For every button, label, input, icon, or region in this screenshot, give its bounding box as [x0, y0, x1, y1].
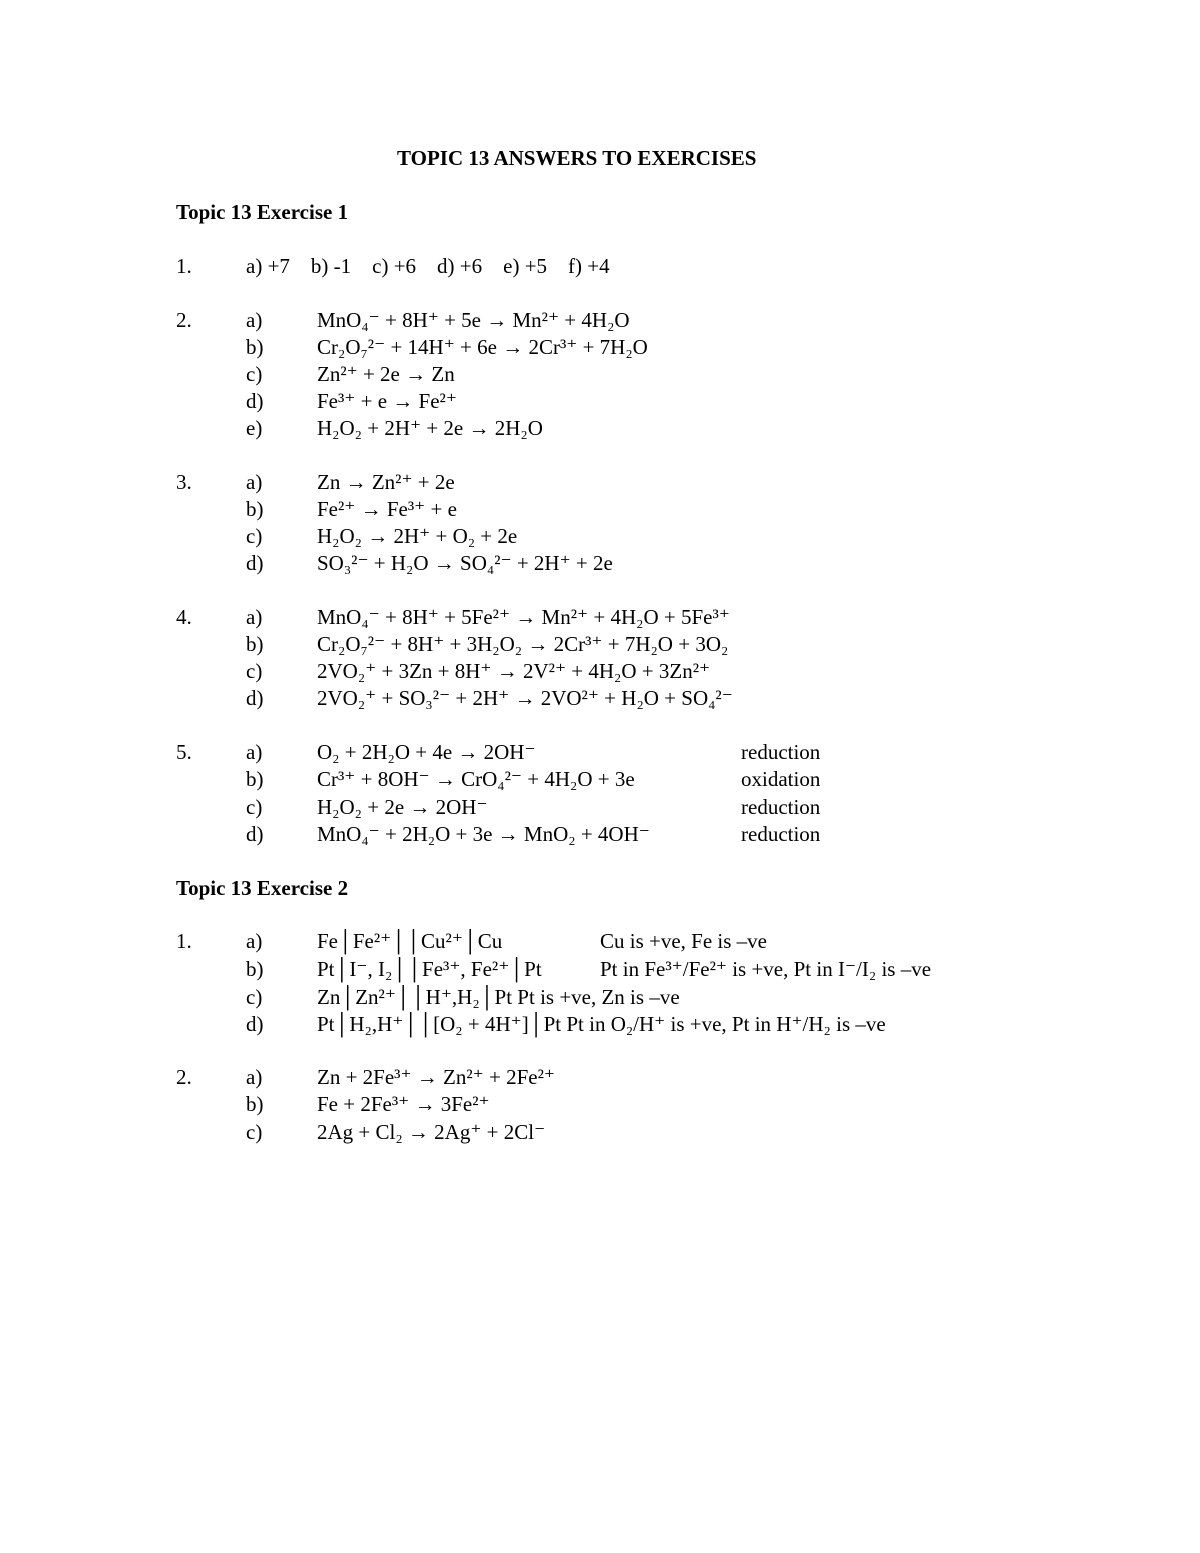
item-label: d) [246, 1012, 264, 1036]
item-label: a) [246, 1065, 263, 1089]
item-label: d) [246, 389, 264, 413]
equation: H₂O₂ + 2e → 2OH⁻ [317, 795, 488, 819]
item-label: a) [246, 308, 263, 332]
item-label: a) [246, 470, 263, 494]
polarity-note: Pt in Fe³⁺/Fe²⁺ is +ve, Pt in I⁻/I₂ is –ve [600, 957, 932, 981]
cell-notation: Pt│H₂,H⁺││[O₂ + 4H⁺]│Pt Pt in O₂/H⁺ is +ve, Pt in H⁺/H₂ is –ve [317, 1012, 886, 1036]
item-label: c) [246, 659, 263, 683]
question-number: 1. [176, 254, 192, 278]
item-label: c) [246, 985, 263, 1009]
equation: SO₃²⁻ + H₂O → SO₄²⁻ + 2H⁺ + 2e [317, 551, 613, 575]
reaction-type: reduction [741, 795, 821, 819]
reaction-type: oxidation [741, 767, 821, 791]
polarity-note: Cu is +ve, Fe is –ve [600, 929, 768, 953]
equation: H₂O₂ + 2H⁺ + 2e → 2H₂O [317, 416, 543, 440]
question-number: 2. [176, 308, 192, 332]
question-number: 2. [176, 1065, 192, 1089]
equation: 2Ag + Cl₂ → 2Ag⁺ + 2Cl⁻ [317, 1120, 546, 1144]
item-label: d) [246, 686, 264, 710]
equation: O₂ + 2H₂O + 4e → 2OH⁻ [317, 740, 536, 764]
item-label: b) [246, 497, 264, 521]
equation: MnO₄⁻ + 8H⁺ + 5Fe²⁺ → Mn²⁺ + 4H₂O + 5Fe³⁺ [317, 605, 730, 629]
question-number: 3. [176, 470, 192, 494]
item-label: b) [246, 1092, 264, 1116]
item-label: b) [246, 335, 264, 359]
item-label: a) [246, 929, 263, 953]
equation: Cr³⁺ + 8OH⁻ → CrO₄²⁻ + 4H₂O + 3e [317, 767, 635, 791]
equation: Fe + 2Fe³⁺ → 3Fe²⁺ [317, 1092, 490, 1116]
item-label: a) [246, 605, 263, 629]
item-label: c) [246, 1120, 263, 1144]
item-label: c) [246, 362, 263, 386]
question-number: 5. [176, 740, 192, 764]
cell-notation: Pt│I⁻, I₂││Fe³⁺, Fe²⁺│Pt [317, 957, 542, 981]
item-label: d) [246, 822, 264, 846]
item-label: b) [246, 632, 264, 656]
item-label: b) [246, 767, 264, 791]
question-number: 1. [176, 929, 192, 953]
reaction-type: reduction [741, 822, 821, 846]
exercise-1-heading: Topic 13 Exercise 1 [176, 200, 349, 224]
equation: Cr₂O₇²⁻ + 8H⁺ + 3H₂O₂ → 2Cr³⁺ + 7H₂O + 3O₂ [317, 632, 729, 656]
item-label: e) [246, 416, 263, 440]
reaction-type: reduction [741, 740, 821, 764]
equation: MnO₄⁻ + 2H₂O + 3e → MnO₂ + 4OH⁻ [317, 822, 650, 846]
equation: 2VO₂⁺ + 3Zn + 8H⁺ → 2V²⁺ + 4H₂O + 3Zn²⁺ [317, 659, 711, 683]
item-label: c) [246, 524, 263, 548]
cell-notation: Zn│Zn²⁺││H⁺,H₂│Pt Pt is +ve, Zn is –ve [317, 985, 680, 1009]
equation: Zn²⁺ + 2e → Zn [317, 362, 455, 386]
equation: Cr₂O₇²⁻ + 14H⁺ + 6e → 2Cr³⁺ + 7H₂O [317, 335, 648, 359]
equation: H₂O₂ → 2H⁺ + O₂ + 2e [317, 524, 518, 548]
equation: 2VO₂⁺ + SO₃²⁻ + 2H⁺ → 2VO²⁺ + H₂O + SO₄²⁻ [317, 686, 733, 710]
item-label: c) [246, 795, 263, 819]
equation: Zn + 2Fe³⁺ → Zn²⁺ + 2Fe²⁺ [317, 1065, 555, 1089]
exercise-2-heading: Topic 13 Exercise 2 [176, 876, 349, 900]
equation: MnO₄⁻ + 8H⁺ + 5e → Mn²⁺ + 4H₂O [317, 308, 630, 332]
equation: Zn → Zn²⁺ + 2e [317, 470, 455, 494]
item-label: d) [246, 551, 264, 575]
question-number: 4. [176, 605, 192, 629]
cell-notation: Fe│Fe²⁺││Cu²⁺│Cu [317, 929, 503, 953]
answer-line: a) +7 b) -1 c) +6 d) +6 e) +5 f) +4 [246, 254, 610, 278]
item-label: b) [246, 957, 264, 981]
equation: Fe²⁺ → Fe³⁺ + e [317, 497, 457, 521]
equation: Fe³⁺ + e → Fe²⁺ [317, 389, 457, 413]
page-title: TOPIC 13 ANSWERS TO EXERCISES [397, 146, 757, 170]
item-label: a) [246, 740, 263, 764]
